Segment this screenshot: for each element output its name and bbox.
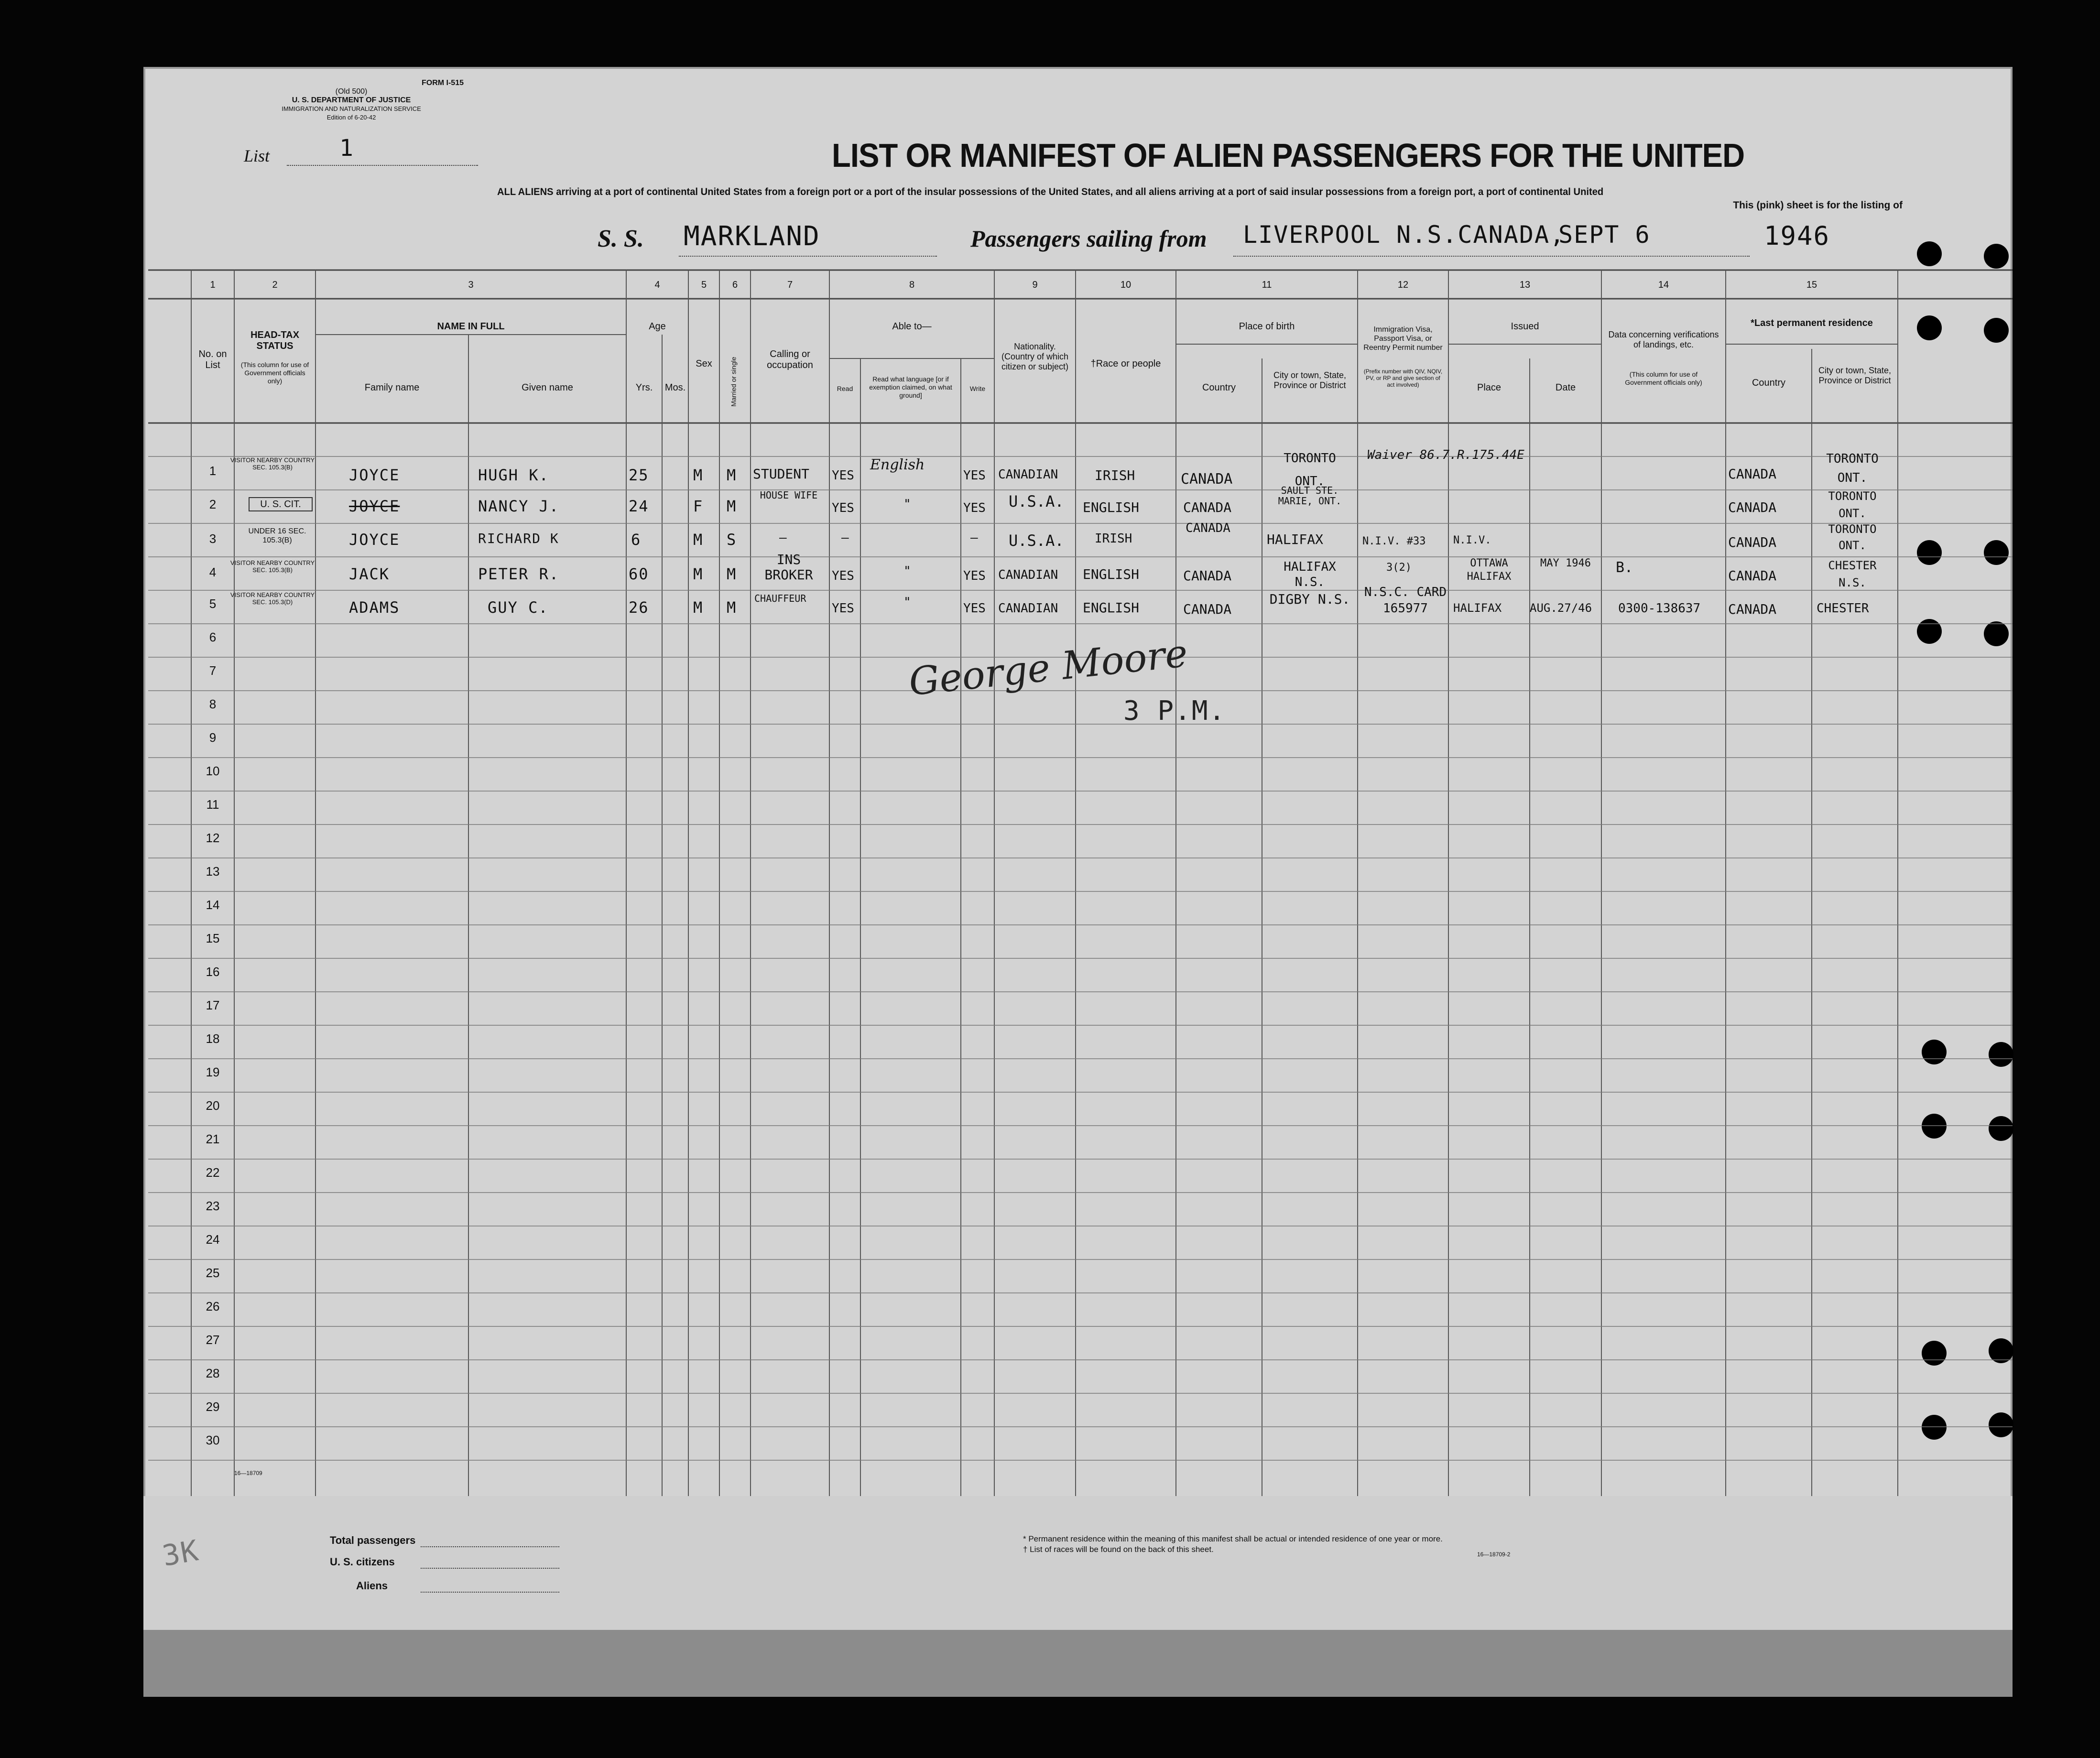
nationality: U.S.A. [1009, 492, 1064, 510]
row-number: 12 [206, 831, 220, 845]
sailing-label: Passengers sailing from [970, 225, 1207, 252]
race: IRISH [1095, 467, 1135, 483]
sex: F [693, 497, 704, 515]
header-read: Read [837, 385, 853, 392]
col-number: 7 [787, 280, 793, 290]
birth-country: CANADA [1181, 471, 1233, 488]
header-head-tax: HEAD-TAX STATUS [250, 330, 299, 351]
race: ENGLISH [1083, 600, 1140, 616]
us-citizens-label: U. S. citizens [330, 1556, 395, 1568]
residence-city: TORONTO ONT. [1828, 489, 1877, 520]
row-number: 13 [206, 864, 220, 879]
nationality: U.S.A. [1009, 532, 1064, 550]
row-number: 5 [209, 597, 217, 611]
race: IRISH [1095, 532, 1132, 546]
col-number: 13 [1519, 280, 1531, 290]
footer-code: 16—18709-2 [1477, 1551, 1511, 1558]
row-number: 23 [206, 1199, 220, 1213]
manifest-subtitle: ALL ALIENS arriving at a port of continental United States from a foreign port or a port of the insular possessions of the United States, and all aliens arriving at a port of said insular possessions from a foreign port, a port of continental United [497, 186, 1604, 197]
issue-date: AUG.27/46 [1530, 601, 1592, 615]
list-label: List [244, 146, 270, 165]
can-read: — [841, 531, 849, 545]
col-number: 9 [1032, 280, 1038, 290]
row-number: 16 [206, 965, 220, 979]
row-number: 30 [206, 1433, 220, 1447]
row-number: 28 [206, 1366, 220, 1380]
row-number: 10 [206, 764, 220, 778]
residence-city: CHESTER N.S. [1828, 559, 1877, 589]
form-code: 16—18709 [234, 1470, 262, 1476]
head-tax-status: VISITOR NEARBY COUNTRY SEC. 105.3(B) [230, 456, 315, 471]
read-language: " [903, 564, 911, 578]
family-name: JOYCE [349, 497, 400, 515]
header-issue-date: Date [1555, 382, 1576, 393]
landing-data: 0300-138637 [1618, 601, 1701, 616]
form-old-number: (Old 500) [335, 87, 368, 96]
occupation: — [779, 531, 787, 545]
issue-place: HALIFAX [1453, 601, 1502, 615]
birth-city: HALIFAX [1267, 532, 1324, 547]
head-tax-status: VISITOR NEARBY COUNTRY SEC. 105.3(D) [230, 591, 315, 606]
marital-status: M [727, 565, 737, 583]
birth-city: SAULT STE. MARIE, ONT. [1278, 485, 1342, 507]
footnote-residence: * Permanent residence within the meaning of this manifest shall be actual or intended residence of one year or more. [1023, 1534, 1443, 1543]
head-tax-status: U. S. CIT. [249, 497, 313, 511]
header-family-name: Family name [364, 382, 420, 393]
family-name: ADAMS [349, 598, 400, 617]
age-years: 25 [629, 466, 649, 484]
family-name: JACK [349, 565, 390, 583]
age-years: 6 [631, 531, 642, 549]
us-citizens-line [421, 1568, 559, 1569]
departure-date: SEPT 6 [1558, 221, 1651, 249]
list-number: 1 [339, 135, 354, 162]
header-place-of-birth: Place of birth [1239, 321, 1295, 332]
can-read: YES [832, 468, 854, 483]
residence-country: CANADA [1728, 601, 1777, 617]
departure-year: 1946 [1764, 221, 1830, 251]
visa-number: N.I.V. #33 [1362, 535, 1426, 547]
manifest-subtitle-2: This (pink) sheet is for the listing of [1733, 200, 1903, 211]
given-name: NANCY J. [478, 497, 560, 515]
header-visa: Immigration Visa, Passport Visa, or Reentry Permit number [1363, 326, 1443, 352]
footnote-races: † List of races will be found on the back of this sheet. [1023, 1545, 1214, 1554]
can-write: YES [963, 601, 986, 616]
sex: M [693, 598, 704, 617]
row-number: 6 [209, 630, 217, 644]
header-res-city: City or town, State, Province or District [1818, 366, 1892, 385]
residence-city: TORONTO ONT. [1826, 452, 1879, 485]
family-name: JOYCE [349, 531, 400, 549]
col-number: 6 [732, 280, 738, 290]
row-number: 15 [206, 931, 220, 945]
nationality: CANADIAN [998, 568, 1058, 582]
col-number: 14 [1658, 280, 1669, 290]
birth-city: DIGBY N.S. [1269, 591, 1350, 607]
time-note: 3 P.M. [1123, 695, 1226, 727]
birth-city: HALIFAX N.S. [1284, 560, 1336, 589]
header-race: †Race or people [1090, 358, 1161, 369]
residence-country: CANADA [1728, 499, 1777, 515]
age-years: 60 [629, 565, 649, 583]
total-passengers-label: Total passengers [330, 1534, 416, 1546]
aliens-line [421, 1592, 559, 1593]
visa-number: N.S.C. CARD 165977 [1364, 585, 1447, 616]
row-number: 2 [209, 497, 217, 511]
read-language: " [903, 497, 911, 511]
given-name: RICHARD K [478, 531, 559, 546]
nationality: CANADIAN [998, 601, 1058, 616]
given-name: HUGH K. [478, 466, 549, 484]
col-number: 5 [701, 280, 707, 290]
form-edition: Edition of 6-20-42 [326, 114, 376, 121]
residence-city: TORONTO ONT. [1828, 522, 1877, 552]
row-number: 25 [206, 1266, 220, 1280]
col-number: 11 [1262, 280, 1272, 290]
header-residence: *Last permanent residence [1751, 318, 1873, 328]
margin-note: 3K [160, 1533, 202, 1574]
header-able-to: Able to— [892, 321, 932, 332]
row-number: 9 [209, 730, 217, 745]
col-number: 1 [210, 280, 216, 290]
departure-port: LIVERPOOL N.S.CANADA, [1243, 221, 1566, 249]
form-number: FORM I-515 [421, 79, 464, 87]
aliens-label: Aliens [356, 1580, 388, 1592]
header-given-name: Given name [522, 382, 573, 393]
marital-status: S [727, 531, 737, 549]
marital-status: M [727, 497, 737, 515]
header-birth-country: Country [1202, 382, 1236, 393]
occupation: HOUSE WIFE [760, 489, 818, 501]
occupation: CHAUFFEUR [754, 593, 806, 604]
residence-country: CANADA [1728, 466, 1777, 482]
residence-country: CANADA [1728, 568, 1777, 584]
row-number: 19 [206, 1065, 220, 1079]
birth-country: CANADA [1183, 568, 1232, 584]
issue-place: OTTAWA HALIFAX [1467, 557, 1512, 583]
birth-country: CANADA [1183, 499, 1232, 515]
total-passengers-line [421, 1546, 559, 1547]
issue-place: N.I.V. [1453, 534, 1491, 546]
can-write: YES [963, 468, 986, 483]
row-number: 3 [209, 532, 217, 546]
header-read-language: Read what language [or if exemption claimed, on what ground] [869, 375, 952, 399]
landing-data: B. [1616, 559, 1633, 576]
visa-number: 3(2) [1386, 562, 1412, 574]
residence-city: CHESTER [1817, 601, 1869, 616]
header-visa-note: (Prefix number with QIV, NQIV, PV, or RP and give section of act involved) [1363, 368, 1443, 388]
race: ENGLISH [1083, 566, 1140, 582]
header-no-on-list: No. on List [198, 349, 227, 370]
col-number: 2 [272, 280, 278, 290]
birth-country: CANADA [1183, 601, 1232, 617]
birth-city: TORONTO ONT. [1284, 451, 1336, 488]
manifest-title: LIST OR MANIFEST OF ALIEN PASSENGERS FOR THE UNITED [832, 137, 1745, 174]
given-name: GUY C. [488, 598, 549, 617]
head-tax-status: UNDER 16 SEC. 105.3(B) [248, 527, 306, 544]
row-number: 20 [206, 1098, 220, 1113]
can-write: — [970, 531, 978, 545]
header-mos: Mos. [664, 382, 686, 393]
ship-name: MARKLAND [684, 221, 820, 252]
row-number: 1 [209, 464, 217, 478]
col-number: 4 [654, 280, 660, 290]
col-number: 10 [1120, 280, 1132, 290]
row-number: 4 [209, 565, 217, 579]
sex: M [693, 531, 704, 549]
row-number: 14 [206, 898, 220, 912]
family-name: JOYCE [349, 466, 400, 484]
header-calling: Calling or occupation [767, 349, 813, 370]
col-number: 3 [468, 280, 474, 290]
header-write: Write [969, 385, 986, 392]
row-number: 8 [209, 697, 217, 711]
department: U. S. DEPARTMENT OF JUSTICE [292, 96, 411, 104]
read-language: " [903, 595, 911, 609]
col-number: 12 [1397, 280, 1409, 290]
residence-country: CANADA [1728, 534, 1777, 550]
row-number: 11 [206, 797, 219, 812]
col-number: 15 [1806, 280, 1817, 290]
header-yrs: Yrs. [635, 382, 653, 393]
row-number: 17 [206, 998, 220, 1012]
age-years: 24 [629, 497, 649, 515]
header-issued: Issued [1511, 321, 1539, 332]
race: ENGLISH [1083, 499, 1140, 515]
marital-status: M [727, 598, 737, 617]
sex: M [693, 466, 704, 484]
marital-status: M [727, 466, 737, 484]
header-name-in-full: NAME IN FULL [437, 321, 505, 332]
head-tax-status: VISITOR NEARBY COUNTRY SEC. 105.3(B) [230, 559, 315, 574]
header-sex: Sex [696, 358, 712, 369]
row-number: 29 [206, 1400, 220, 1414]
can-read: YES [832, 569, 854, 583]
can-write: YES [963, 501, 986, 515]
header-head-tax-note: (This column for use of Government officials only) [240, 361, 309, 385]
row-number: 27 [206, 1333, 220, 1347]
row-number: 21 [206, 1132, 220, 1146]
header-nationality: Nationality. (Country of which citizen or subject) [1001, 342, 1069, 371]
birth-country: CANADA [1186, 521, 1230, 535]
given-name: PETER R. [478, 565, 560, 583]
issue-date: MAY 1946 [1540, 557, 1591, 569]
can-read: YES [832, 501, 854, 515]
age-years: 26 [629, 598, 649, 617]
header-married: Married or single [729, 357, 738, 407]
row-number: 18 [206, 1031, 220, 1046]
nationality: CANADIAN [998, 467, 1058, 482]
row-number: 22 [206, 1165, 220, 1180]
can-write: YES [963, 569, 986, 583]
row-number: 26 [206, 1299, 220, 1313]
service: IMMIGRATION AND NATURALIZATION SERVICE [282, 105, 421, 112]
occupation: INS BROKER [764, 552, 813, 583]
row-number: 24 [206, 1232, 220, 1247]
header-birth-city: City or town, State, Province or District [1273, 370, 1347, 390]
ss-label: S. S. [598, 225, 644, 252]
header-age: Age [649, 321, 666, 332]
sex: M [693, 565, 704, 583]
header-issue-place: Place [1477, 382, 1502, 393]
can-read: YES [832, 601, 854, 616]
occupation: STUDENT [753, 466, 810, 482]
visa-number: Waiver 86.7.R.175.44E [1367, 448, 1524, 462]
header-landing: Data concerning verifications of landings, etc. [1608, 330, 1719, 349]
header-landing-note: (This column for use of Government officials only) [1625, 370, 1702, 386]
row-number: 7 [209, 663, 217, 678]
read-language: English [870, 456, 925, 473]
signature: George Moore [906, 630, 1190, 705]
header-res-country: Country [1752, 378, 1786, 388]
col-number: 8 [909, 280, 915, 290]
